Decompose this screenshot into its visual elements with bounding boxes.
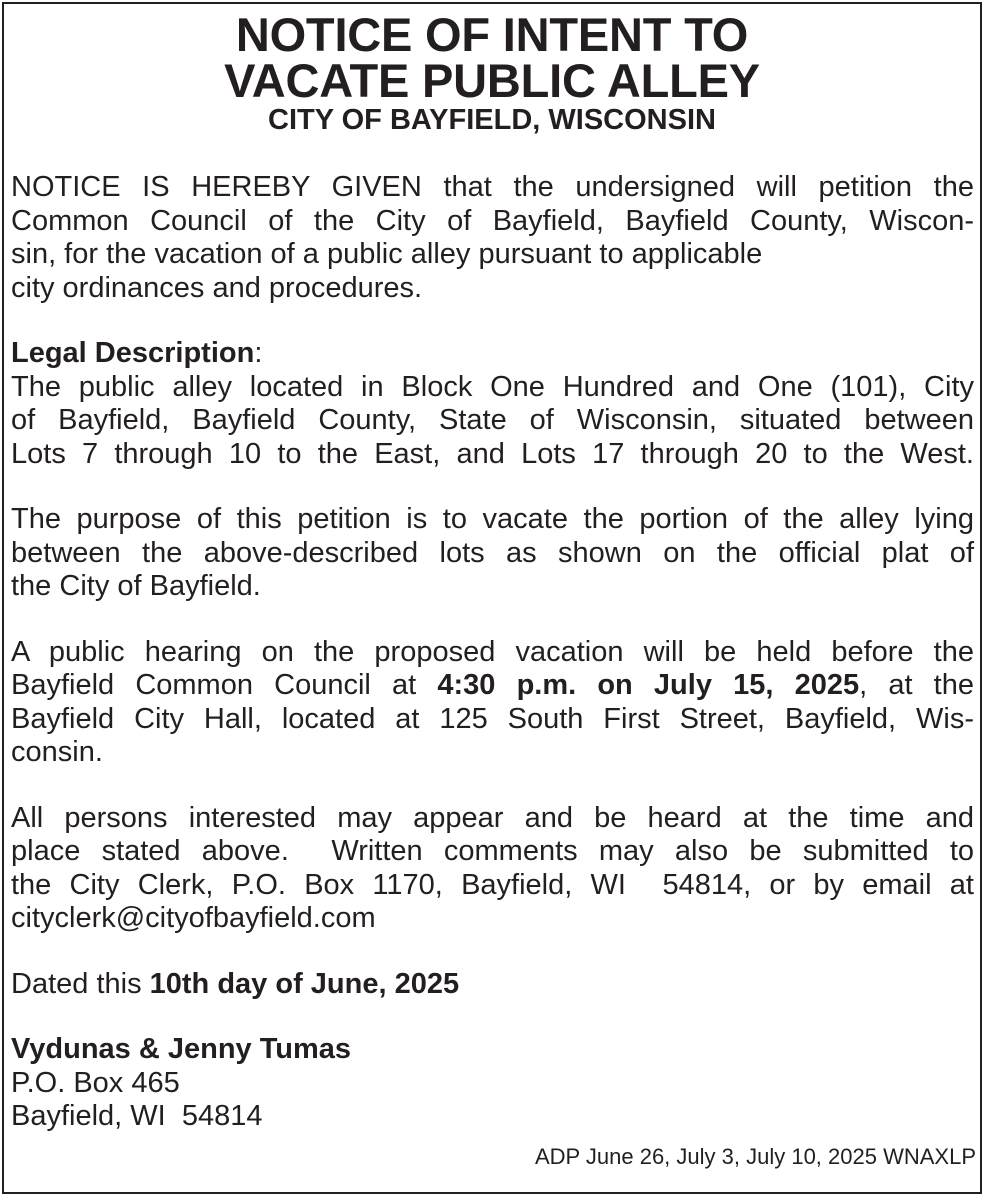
- dated-date: 10th day of June, 2025: [149, 967, 460, 1000]
- purpose-line-2: between the above-described lots as shown on the official plat of: [11, 536, 974, 569]
- comments-line-1: All persons interested may appear and be heard at the time and: [11, 801, 974, 834]
- legal-line-1: The public alley located in Block One Hundred and One (101), City: [11, 370, 974, 403]
- hearing-datetime: 4:30 p.m. on July 15, 2025: [437, 669, 860, 701]
- legal-description-heading: Legal Description: [11, 337, 255, 369]
- dated-line: [11, 968, 974, 1002]
- legal-description-colon: :: [254, 337, 263, 369]
- notice-body: [11, 171, 974, 1134]
- intro-line-2: Common Council of the City of Bayfield, Bayfield County, Wiscon-: [11, 204, 974, 237]
- comments-line-3: the City Clerk, P.O. Box 1170, Bayfield, WI 54814, or by email at: [11, 868, 974, 901]
- hearing-line-1: A public hearing on the proposed vacation will be held before the: [11, 635, 974, 668]
- title-line-2: VACATE PUBLIC ALLEY: [224, 54, 760, 107]
- subtitle: CITY OF BAYFIELD, WISCONSIN: [268, 104, 716, 136]
- legal-line-3: Lots 7 through 10 to the East, and Lots 17 through 20 to the West.: [11, 437, 974, 470]
- legal-description-section: [11, 337, 974, 471]
- hearing-line-2-pre: Bayfield Common Council at: [11, 669, 438, 701]
- hearing-line-2-post: , at the: [859, 669, 974, 701]
- notice-header: [4, 8, 980, 136]
- intro-line-4: city ordinances and procedures.: [11, 271, 423, 304]
- hearing-paragraph: [11, 636, 974, 770]
- publication-footer: ADP June 26, July 3, July 10, 2025 WNAXLP: [534, 1144, 976, 1169]
- hearing-line-3: Bayfield City Hall, located at 125 South First Street, Bayfield, Wis-: [11, 702, 974, 735]
- intro-line-3: sin, for the vacation of a public alley pursuant to applicable: [11, 238, 763, 270]
- title-line-1: NOTICE OF INTENT TO: [235, 8, 749, 61]
- comments-line-2: place stated above. Written comments may also be submitted to: [11, 835, 974, 867]
- hearing-line-2: [11, 669, 974, 703]
- petitioner-address-2: Bayfield, WI 54814: [11, 1100, 263, 1132]
- purpose-line-3: the City of Bayfield.: [11, 570, 261, 602]
- dated-prefix: Dated this: [11, 967, 150, 1000]
- intro-paragraph: [11, 171, 974, 305]
- purpose-line-1: The purpose of this petition is to vacate the portion of the alley lying: [11, 503, 974, 535]
- clerk-email: cityclerk@cityofbayfield.com: [11, 902, 376, 934]
- signature-block: [11, 1033, 974, 1134]
- hearing-line-4: consin.: [11, 736, 103, 768]
- intro-line-1: NOTICE IS HEREBY GIVEN that the undersigned will petition the: [11, 171, 974, 203]
- legal-line-2: of Bayfield, Bayfield County, State of Wisconsin, situated between: [11, 404, 974, 436]
- petitioner-name: Vydunas & Jenny Tumas: [11, 1033, 352, 1065]
- petitioner-address-1: P.O. Box 465: [11, 1066, 180, 1099]
- purpose-paragraph: [11, 503, 974, 604]
- comments-paragraph: [11, 802, 974, 936]
